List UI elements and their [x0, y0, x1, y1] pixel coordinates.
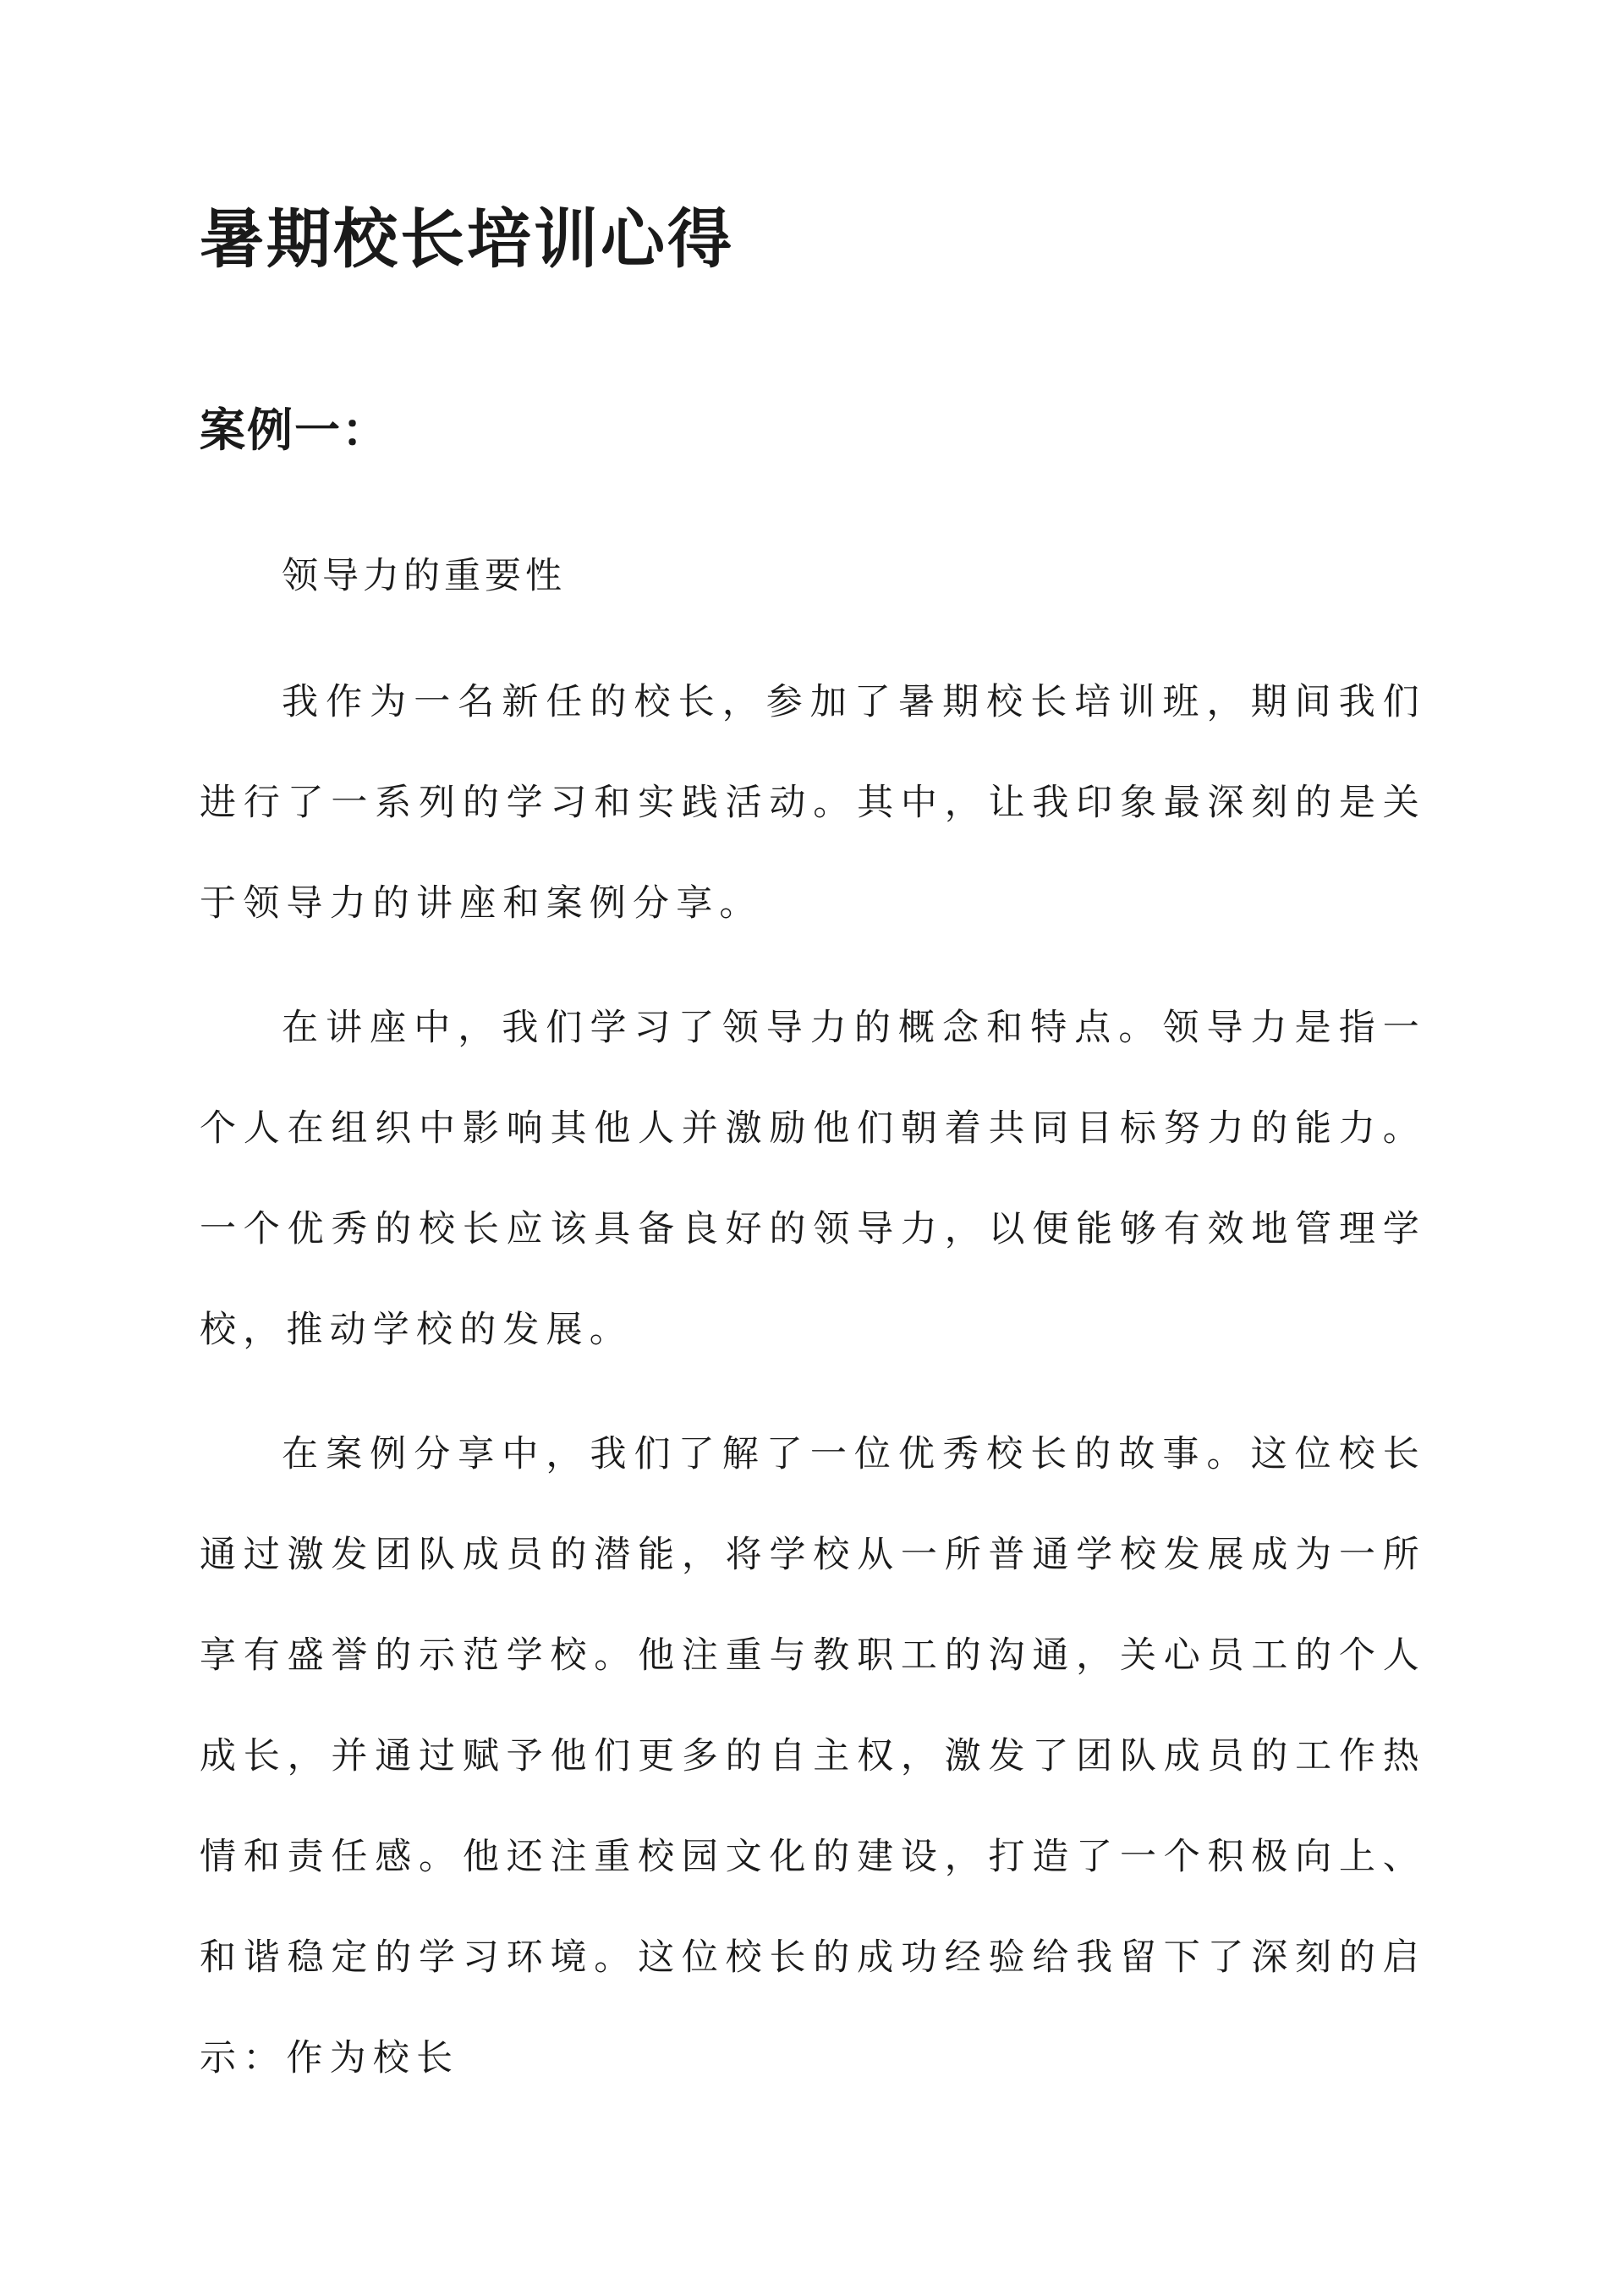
subtitle: 领导力的重要性	[282, 555, 566, 597]
paragraph-lecture: 在讲座中，我们学习了领导力的概念和特点。领导力是指一个人在组织中影响其他人并激励他们朝着共同目标努力的能力。一个优秀的校长应该具备良好的领导力，以便能够有效地管理学校，推动学校的发展。	[200, 1007, 1426, 1351]
paragraph-case-study: 在案例分享中，我们了解了一位优秀校长的故事。这位校长通过激发团队成员的潜能，将学校从一所普通学校发展成为一所享有盛誉的示范学校。他注重与教职工的沟通，关心员工的个人成长，并通过赋予他们更多的自主权，激发了团队成员的工作热情和责任感。他还注重校园文化的建设，打造了一个积极向上、和谐稳定的学习环境。这位校长的成功经验给我留下了深刻的启示：作为校长	[200, 1433, 1426, 2079]
document-title: 暑期校长培训心得	[200, 201, 734, 277]
paragraph-intro: 我作为一名新任的校长，参加了暑期校长培训班，期间我们进行了一系列的学习和实践活动。其中，让我印象最深刻的是关于领导力的讲座和案例分享。	[200, 681, 1426, 925]
section-heading: 案例一：	[200, 403, 389, 457]
